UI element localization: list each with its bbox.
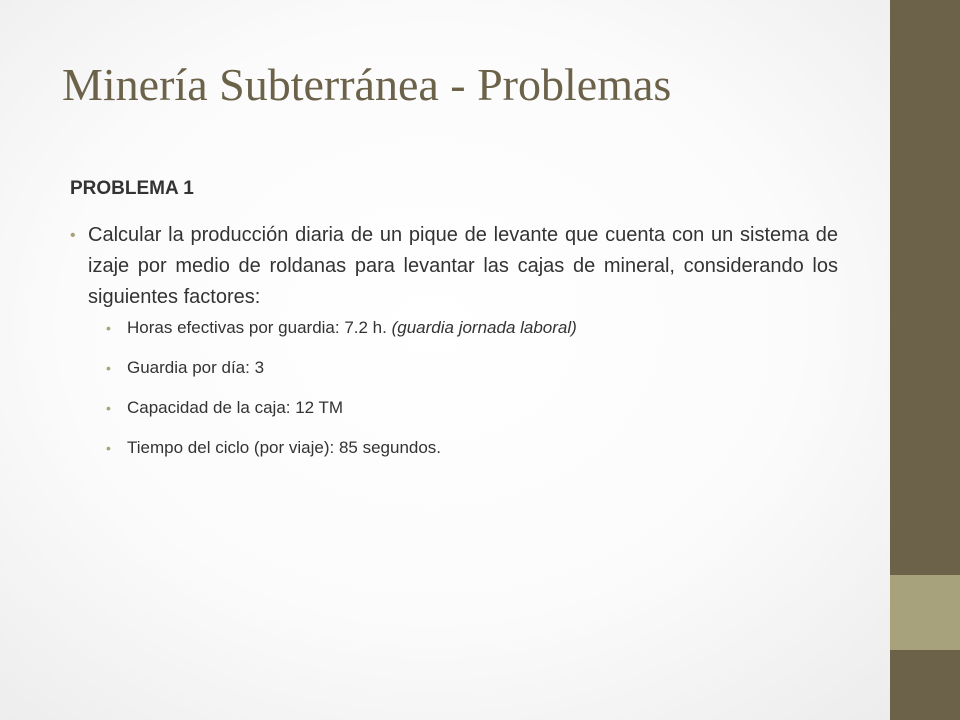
factor-text: Tiempo del ciclo (por viaje): 85 segundos.	[127, 438, 442, 457]
bullet-icon: •	[106, 360, 111, 376]
slide-content	[70, 177, 838, 478]
bullet-icon: •	[70, 227, 76, 244]
problem-statement-text: Calcular la producción diaria de un pique de levante que cuenta con un sistema de izaje por medio de roldanas para levantar las cajas de mineral, considerando los siguientes factores:	[88, 224, 838, 308]
bullet-icon: •	[106, 400, 111, 416]
factor-text: Capacidad de la caja: 12 TM	[127, 398, 344, 417]
bullet-icon: •	[106, 320, 111, 336]
problem-statement	[70, 220, 838, 313]
factor-text: Horas efectivas por guardia: 7.2 h.	[127, 318, 392, 337]
factor-item	[70, 398, 838, 418]
factor-item	[70, 438, 838, 458]
factor-item	[70, 358, 838, 378]
factor-item	[70, 318, 838, 338]
sidebar-accent-block	[890, 575, 960, 650]
problem-heading: PROBLEMA 1	[70, 178, 194, 199]
bullet-icon: •	[106, 440, 111, 456]
factors-list	[70, 318, 838, 458]
factor-note: (guardia jornada laboral)	[391, 318, 577, 337]
slide-title: Minería Subterránea - Problemas	[62, 59, 672, 110]
factor-text: Guardia por día: 3	[127, 358, 265, 377]
